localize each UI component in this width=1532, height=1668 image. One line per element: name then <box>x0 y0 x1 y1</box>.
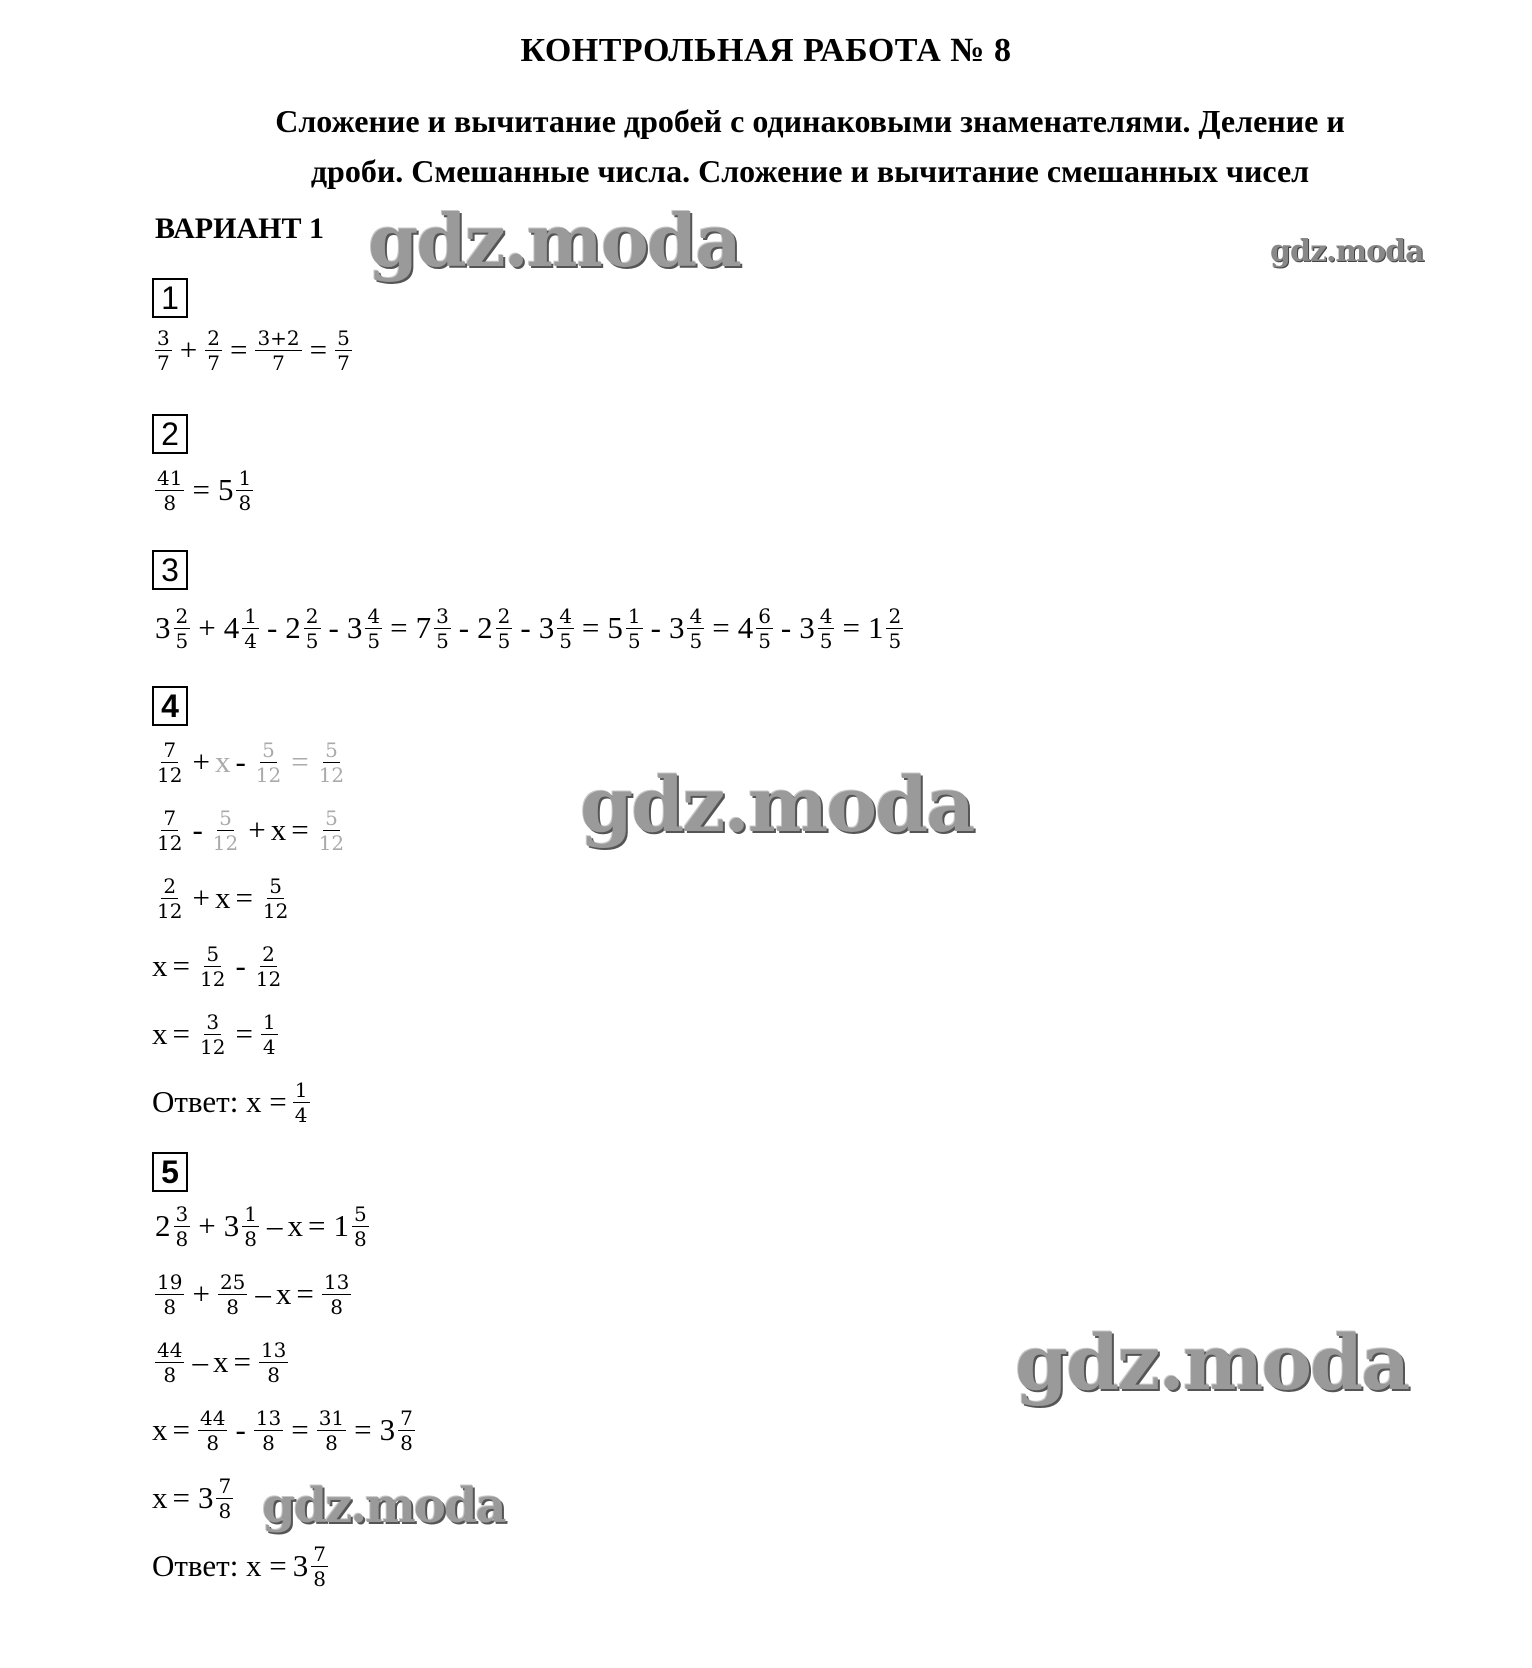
operator: + <box>192 1276 210 1311</box>
mixed-number-whole: 3 <box>197 1480 214 1515</box>
fraction-numerator: 4 <box>559 603 572 628</box>
math-token: x <box>152 1412 168 1447</box>
fraction-denominator: 5 <box>175 628 189 653</box>
fraction-denominator: 12 <box>255 966 282 991</box>
fraction-numerator: 7 <box>218 1473 232 1498</box>
fraction-numerator: 5 <box>325 805 338 830</box>
operator: = <box>192 472 210 507</box>
fraction <box>626 604 643 653</box>
fraction-numerator: 1 <box>238 465 252 490</box>
fraction-denominator: 5 <box>627 628 641 653</box>
fraction <box>261 874 290 923</box>
mixed-number-whole: 4 <box>737 610 754 645</box>
operator: - <box>650 610 661 645</box>
operator: - <box>520 610 531 645</box>
mixed-number-whole: 3 <box>538 610 555 645</box>
operator: - <box>328 610 339 645</box>
task-5-answer <box>152 1538 331 1594</box>
fraction-numerator: 19 <box>157 1269 183 1294</box>
topic-line-1: Сложение и вычитание дробей с одинаковыми знаменателями. Деление и <box>275 103 1345 139</box>
fraction-denominator: 5 <box>689 628 703 653</box>
fraction <box>198 942 227 991</box>
fraction <box>155 1338 184 1387</box>
fraction-numerator: 3 <box>175 1201 189 1226</box>
fraction <box>317 806 346 855</box>
fraction <box>236 466 253 515</box>
task-number-3: 3 <box>152 550 188 590</box>
fraction <box>155 326 172 375</box>
operator: - <box>235 948 246 983</box>
fraction <box>496 604 513 653</box>
operator: + <box>192 880 210 915</box>
operator: = <box>291 744 309 779</box>
fraction <box>398 1406 415 1455</box>
operator: - <box>458 610 470 645</box>
fraction-denominator: 8 <box>244 1226 257 1251</box>
mixed-number-whole: 7 <box>415 610 432 645</box>
fraction-denominator: 4 <box>244 628 257 653</box>
mixed-number-whole: 3 <box>799 610 815 645</box>
fraction <box>254 738 283 787</box>
fraction-numerator: 1 <box>627 603 641 628</box>
task-4-line-3 <box>152 870 293 926</box>
operator: = <box>291 812 309 847</box>
fraction-numerator: 1 <box>244 1201 257 1226</box>
fraction-denominator: 12 <box>199 966 226 991</box>
fraction-denominator: 12 <box>318 830 345 855</box>
fraction-numerator: 6 <box>758 603 771 628</box>
fraction <box>254 1406 283 1455</box>
fraction-denominator: 12 <box>255 762 282 787</box>
mixed-number-whole: 2 <box>155 1208 171 1243</box>
fraction-denominator: 7 <box>337 350 350 375</box>
fraction <box>155 806 184 855</box>
fraction-denominator: 12 <box>157 898 183 923</box>
fraction-denominator: 8 <box>175 1226 189 1251</box>
operator: + <box>248 812 266 847</box>
fraction <box>155 738 184 787</box>
fraction-numerator: 2 <box>497 603 511 628</box>
fraction <box>557 604 574 653</box>
task-3-equation <box>152 600 906 656</box>
fraction-denominator: 5 <box>436 628 449 653</box>
task-5-line-3 <box>152 1334 291 1390</box>
mixed-number-whole: 1 <box>333 1208 349 1243</box>
fraction-denominator: 8 <box>330 1294 343 1319</box>
fraction <box>311 1542 328 1591</box>
math-token: x <box>214 744 231 779</box>
fraction <box>317 1406 346 1455</box>
fraction-denominator: 4 <box>262 1034 276 1059</box>
fraction <box>155 466 184 515</box>
fraction-denominator: 8 <box>163 490 177 515</box>
fraction-numerator: 2 <box>305 603 319 628</box>
document-title: КОНТРОЛЬНАЯ РАБОТА № 8 <box>520 32 1012 69</box>
operator: - <box>235 744 246 779</box>
operator: = <box>354 1412 372 1447</box>
fraction <box>254 942 283 991</box>
fraction <box>242 604 259 653</box>
operator: - <box>192 812 203 847</box>
fraction-numerator: 13 <box>260 1337 287 1362</box>
topic-line-2: дроби. Смешанные числа. Сложение и вычитание смешанных чисел <box>310 153 1310 189</box>
operator: – <box>266 1208 283 1243</box>
fraction-numerator: 5 <box>353 1201 367 1226</box>
operator: = <box>233 1344 251 1379</box>
fraction-numerator: 13 <box>255 1405 282 1430</box>
operator: + <box>198 1208 216 1243</box>
fraction-denominator: 7 <box>157 350 170 375</box>
fraction-denominator: 5 <box>367 628 381 653</box>
task-4-line-2 <box>152 802 349 858</box>
math-token: Ответ: x = <box>152 1548 287 1583</box>
mixed-number-whole: 3 <box>155 610 171 645</box>
fraction <box>261 1010 278 1059</box>
fraction-denominator: 12 <box>199 1034 226 1059</box>
math-token: x <box>212 1344 229 1379</box>
fraction-denominator: 8 <box>400 1430 413 1455</box>
math-token: x <box>275 1276 292 1311</box>
operator: = <box>235 880 253 915</box>
fraction-numerator: 2 <box>207 325 220 350</box>
fraction-denominator: 8 <box>163 1294 177 1319</box>
operator: = <box>172 948 190 983</box>
fraction-numerator: 3+2 <box>257 325 300 350</box>
fraction-numerator: 7 <box>313 1541 327 1566</box>
operator: - <box>266 610 278 645</box>
operator: = <box>291 1412 309 1447</box>
fraction <box>155 1270 184 1319</box>
watermark-logo: gdz.moda <box>1270 234 1424 269</box>
fraction-numerator: 7 <box>400 1405 413 1430</box>
task-5-line-4 <box>152 1402 418 1458</box>
fraction-denominator: 7 <box>272 350 285 375</box>
fraction <box>434 604 451 653</box>
task-number-1: 1 <box>152 278 188 318</box>
task-1-equation <box>152 322 355 378</box>
operator: + <box>198 610 216 645</box>
fraction-numerator: 7 <box>163 737 177 762</box>
fraction-denominator: 8 <box>218 1498 232 1523</box>
fraction-denominator: 4 <box>294 1102 308 1127</box>
fraction <box>352 1202 369 1251</box>
math-token: x <box>152 948 168 983</box>
operator: = <box>235 1016 253 1051</box>
operator: - <box>235 1412 246 1447</box>
fraction <box>365 604 382 653</box>
operator: = <box>172 1016 190 1051</box>
fraction-denominator: 8 <box>238 490 252 515</box>
fraction-denominator: 12 <box>212 830 239 855</box>
math-token: x <box>270 812 287 847</box>
fraction <box>218 1270 247 1319</box>
task-4-answer <box>152 1074 313 1130</box>
math-token: x <box>152 1016 168 1051</box>
fraction <box>304 604 321 653</box>
mixed-number-whole: 2 <box>285 610 301 645</box>
fraction-numerator: 13 <box>323 1269 350 1294</box>
fraction-numerator: 1 <box>244 603 257 628</box>
fraction-denominator: 8 <box>262 1430 275 1455</box>
operator: = <box>172 1480 190 1515</box>
task-5-line-1 <box>152 1198 372 1254</box>
fraction-numerator: 7 <box>163 805 177 830</box>
fraction-numerator: 5 <box>206 941 220 966</box>
fraction <box>242 1202 259 1251</box>
operator: + <box>192 744 210 779</box>
fraction-denominator: 5 <box>888 628 902 653</box>
fraction <box>293 1078 310 1127</box>
watermark-logo: gdz.moda <box>1015 1318 1409 1407</box>
fraction-numerator: 41 <box>157 465 183 490</box>
fraction-denominator: 12 <box>157 762 183 787</box>
task-5-line-5 <box>152 1470 236 1526</box>
fraction <box>198 1010 227 1059</box>
fraction <box>756 604 773 653</box>
operator: = <box>712 610 730 645</box>
fraction-numerator: 5 <box>269 873 283 898</box>
fraction-numerator: 2 <box>888 603 902 628</box>
task-5-line-2 <box>152 1266 354 1322</box>
operator: = <box>581 610 600 645</box>
fraction-numerator: 5 <box>262 737 275 762</box>
watermark-logo: gdz.moda <box>580 760 974 849</box>
task-4-line-5 <box>152 1006 281 1062</box>
fraction-denominator: 8 <box>206 1430 220 1455</box>
fraction-numerator: 44 <box>199 1405 226 1430</box>
task-number-5: 5 <box>152 1152 188 1192</box>
operator: = <box>296 1276 314 1311</box>
task-number-4: 4 <box>152 686 188 726</box>
operator: = <box>309 332 328 367</box>
fraction-numerator: 4 <box>689 603 703 628</box>
fraction <box>259 1338 288 1387</box>
operator: = <box>307 1208 326 1243</box>
fraction-numerator: 25 <box>219 1269 246 1294</box>
task-4-line-1 <box>152 734 349 790</box>
fraction-denominator: 8 <box>267 1362 281 1387</box>
mixed-number-whole: 3 <box>668 610 685 645</box>
fraction-denominator: 8 <box>325 1430 338 1455</box>
task-number-2: 2 <box>152 414 188 454</box>
task-4-line-4 <box>152 938 286 994</box>
fraction <box>205 326 222 375</box>
fraction-numerator: 2 <box>163 873 177 898</box>
math-token: Ответ: x = <box>152 1084 287 1119</box>
mixed-number-whole: 3 <box>346 610 363 645</box>
fraction <box>155 874 184 923</box>
mixed-number-whole: 2 <box>477 610 493 645</box>
variant-label: ВАРИАНТ 1 <box>155 212 324 245</box>
mixed-number-whole: 1 <box>867 610 884 645</box>
mixed-number-whole: 3 <box>292 1548 309 1583</box>
fraction-denominator: 12 <box>318 762 345 787</box>
fraction <box>255 326 301 375</box>
operator: + <box>179 332 198 367</box>
task-2-equation <box>152 462 256 518</box>
fraction-denominator: 8 <box>226 1294 240 1319</box>
operator: = <box>842 610 860 645</box>
fraction-numerator: 5 <box>219 805 232 830</box>
watermark-logo: gdz.moda <box>368 198 740 283</box>
fraction <box>174 604 191 653</box>
fraction <box>818 604 835 653</box>
fraction-denominator: 12 <box>157 830 183 855</box>
fraction-numerator: 4 <box>367 603 381 628</box>
fraction <box>335 326 352 375</box>
fraction-denominator: 8 <box>313 1566 327 1591</box>
operator: – <box>255 1276 271 1311</box>
mixed-number-whole: 5 <box>607 610 623 645</box>
fraction-denominator: 8 <box>353 1226 367 1251</box>
fraction-numerator: 1 <box>294 1077 308 1102</box>
fraction-numerator: 2 <box>262 941 275 966</box>
fraction <box>198 1406 227 1455</box>
mixed-number-whole: 3 <box>223 1208 240 1243</box>
operator: = <box>390 610 408 645</box>
fraction-numerator: 3 <box>436 603 449 628</box>
fraction-denominator: 5 <box>819 628 833 653</box>
fraction-numerator: 5 <box>325 737 338 762</box>
fraction-denominator: 5 <box>305 628 319 653</box>
fraction <box>174 1202 191 1251</box>
operator: = <box>172 1412 190 1447</box>
operator: = <box>229 332 248 367</box>
operator: - <box>780 610 792 645</box>
fraction <box>687 604 704 653</box>
fraction <box>322 1270 351 1319</box>
fraction-numerator: 1 <box>262 1009 276 1034</box>
math-token: x <box>287 1208 303 1243</box>
fraction-numerator: 2 <box>175 603 189 628</box>
fraction-denominator: 12 <box>262 898 289 923</box>
watermark-logo: gdz.moda <box>262 1478 505 1534</box>
math-token: x <box>214 880 231 915</box>
fraction-numerator: 5 <box>337 325 350 350</box>
fraction-numerator: 31 <box>318 1405 345 1430</box>
fraction-denominator: 8 <box>163 1362 177 1387</box>
fraction <box>886 604 903 653</box>
fraction-denominator: 5 <box>559 628 572 653</box>
operator: – <box>192 1344 208 1379</box>
mixed-number-whole: 4 <box>223 610 240 645</box>
fraction-numerator: 4 <box>819 603 833 628</box>
fraction-numerator: 3 <box>206 1009 220 1034</box>
mixed-number-whole: 5 <box>217 472 234 507</box>
fraction <box>211 806 240 855</box>
fraction-denominator: 5 <box>758 628 771 653</box>
fraction-numerator: 44 <box>157 1337 183 1362</box>
document-topic <box>155 96 1465 196</box>
math-token: x <box>152 1480 168 1515</box>
fraction-denominator: 7 <box>207 350 220 375</box>
fraction <box>317 738 346 787</box>
fraction-numerator: 3 <box>157 325 170 350</box>
fraction-denominator: 5 <box>497 628 511 653</box>
mixed-number-whole: 3 <box>379 1412 396 1447</box>
fraction <box>216 1474 233 1523</box>
